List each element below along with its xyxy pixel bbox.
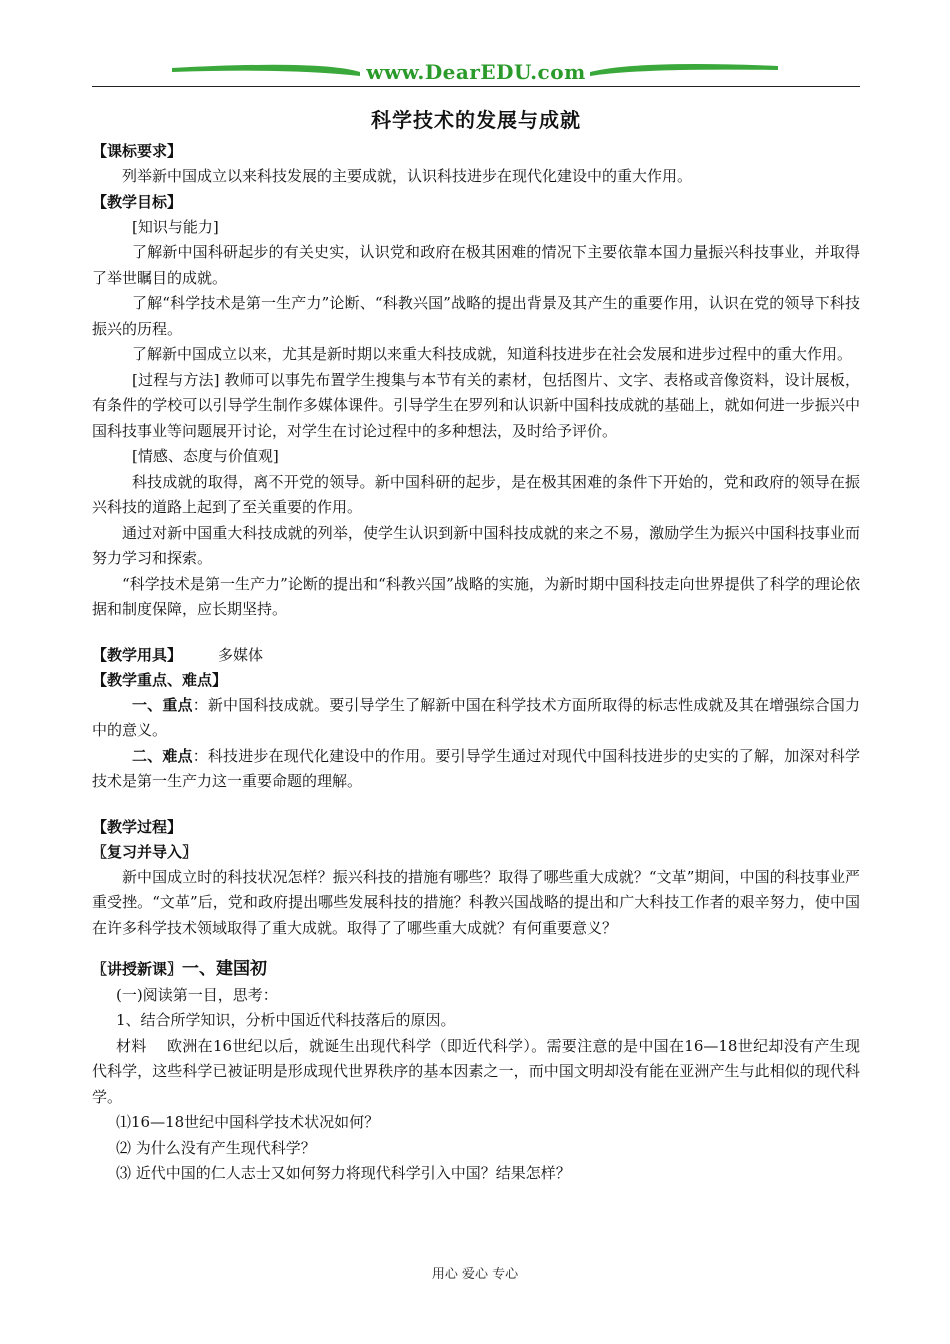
page-footer: 用心 爱心 专心 [431, 1267, 519, 1282]
values-item-3: “科学技术是第一生产力”论断的提出和“科教兴国”战略的实施，为新时期中国科技走向世界提供了科学的理论依据和制度保障，应长期坚持。 [92, 574, 860, 618]
key-point-label: 一、重点 [132, 695, 193, 714]
tools-value: 多媒体 [218, 645, 264, 664]
values-item-1: 科技成就的取得，离不开党的领导。新中国科研的起步，是在极其困难的条件下开始的，党和政府的领导在振兴科技的道路上起到了至关重要的作用。 [92, 472, 860, 516]
site-header [92, 58, 860, 90]
values-label: [情感、态度与价值观] [132, 447, 279, 465]
knowledge-label: [知识与能力] [132, 217, 219, 236]
knowledge-item-3: 了解新中国成立以来，尤其是新时期以来重大科技成就，知道科技进步在社会发展和进步过程中的重大作用。 [132, 345, 853, 363]
process-method: [过程与方法] 教师可以事先布置学生搜集与本节有关的素材，包括图片、文字、表格或音像资料，设计展板，有条件的学校可以引导学生制作多媒体课件。引导学生在罗列和认识新中国科技成就的基础上，就如何进一步振兴中国科技事业等问题展开讨论，对学生在讨论过程中的多种想法，及时给予评价。 [92, 370, 860, 440]
sub-question-1: ⑴16—18世纪中国科学技术状况如何？ [116, 1113, 380, 1131]
difficult-point-label: 二、难点 [132, 746, 193, 765]
process-heading: 【教学过程】 [92, 817, 183, 836]
sub-question-2: ⑵ 为什么没有产生现代科学？ [116, 1138, 316, 1157]
key-point [92, 693, 860, 744]
sub-question-3: ⑶ 近代中国的仁人志士又如何努力将现代科学引入中国？结果怎样？ [116, 1164, 571, 1182]
site-url[interactable]: www.DearEDU.com [366, 60, 586, 84]
document-page [92, 58, 860, 1187]
key-point-text: ：新中国科技成就。要引导学生了解新中国在科学技术方面所取得的标志性成就及其在增强综合国力中的意义。 [92, 695, 860, 739]
difficult-point [92, 744, 860, 795]
read-instruction: (一)阅读第一目，思考： [116, 985, 278, 1004]
knowledge-item-2: 了解“科学技术是第一生产力”论断、“科教兴国”战略的提出背景及其产生的重要作用，认识在党的领导下科技振兴的历程。 [92, 294, 860, 338]
lesson-label: 〖讲授新课〗 [92, 960, 183, 978]
goals-heading: 【教学目标】 [92, 192, 183, 211]
review-heading: 〖复习并导入〗 [92, 842, 198, 861]
material-text: 材料 欧洲在16世纪以后，就诞生出现代科学（即近代科学）。需要注意的是中国在16—18世纪却没有产生现代科学，这些科学已被证明是形成现代世界秩序的基本因素之一，而中国文明却没有能在亚洲产生与此相似的现代科学。 [92, 1036, 860, 1106]
knowledge-item-1: 了解新中国科研起步的有关史实，认识党和政府在极其困难的情况下主要依靠本国力量振兴科技事业，并取得了举世瞩目的成就。 [92, 243, 860, 287]
review-text: 新中国成立时的科技状况怎样？振兴科技的措施有哪些？取得了哪些重大成就？“文革”期间，中国的科技事业严重受挫。“文革”后，党和政府提出哪些发展科技的措施？科教兴国战略的提出和广大科技工作者的艰辛努力，使中国在许多科学技术领域取得了重大成就。取得了了哪些重大成就？有何重要意义？ [92, 867, 860, 937]
page-title: 科学技术的发展与成就 [371, 108, 581, 132]
tools-row [92, 643, 860, 668]
header-rule [92, 86, 860, 87]
values-item-2: 通过对新中国重大科技成就的列举，使学生认识到新中国科技成就的来之不易，激励学生为振兴中国科技事业而努力学习和探索。 [92, 523, 860, 567]
tools-heading: 【教学用具】 [92, 645, 183, 664]
difficult-point-text: ：科技进步在现代化建设中的作用。要引导学生通过对现代中国科技进步的史实的了解，加深对科学技术是第一生产力这一重要命题的理解。 [92, 746, 860, 790]
lesson-heading-row [92, 957, 860, 983]
focus-heading: 【教学重点、难点】 [92, 670, 228, 689]
lesson-title: 一、建国初 [182, 959, 268, 979]
curriculum-heading: 【课标要求】 [92, 142, 183, 160]
question-1: 1、结合所学知识，分析中国近代科技落后的原因。 [116, 1011, 456, 1029]
curriculum-text: 列举新中国成立以来科技发展的主要成就，认识科技进步在现代化建设中的重大作用。 [122, 167, 693, 185]
